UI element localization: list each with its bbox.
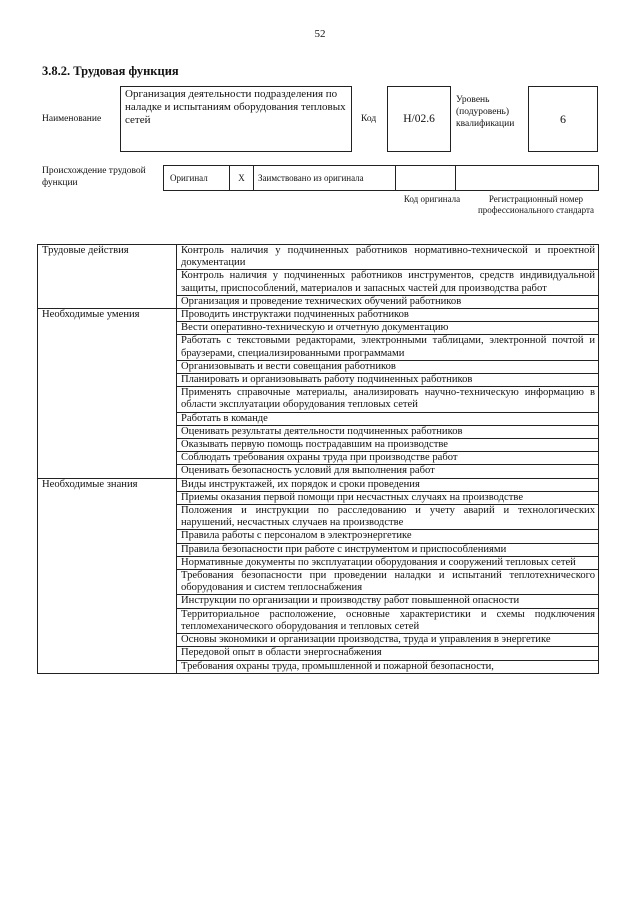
item-cell: Вести оперативно-техническую и отчетную документацию bbox=[177, 322, 599, 335]
function-name: Организация деятельности подразделения по наладке и испытаниям оборудования тепловых сетей bbox=[120, 86, 352, 152]
category-cell: Трудовые действия bbox=[38, 245, 177, 309]
origin-mark: X bbox=[230, 166, 254, 190]
item-cell: Организация и проведение технических обучений работников bbox=[177, 295, 599, 308]
category-cell: Необходимые знания bbox=[38, 478, 177, 673]
item-cell: Правила безопасности при работе с инструментом и приспособлениями bbox=[177, 543, 599, 556]
table-row bbox=[38, 245, 599, 270]
item-cell: Виды инструктажей, их порядок и сроки проведения bbox=[177, 478, 599, 491]
origin-code-cell bbox=[396, 166, 456, 190]
item-cell: Приемы оказания первой помощи при несчастных случаях на производстве bbox=[177, 491, 599, 504]
item-cell: Нормативные документы по эксплуатации оборудования и сооружений тепловых сетей bbox=[177, 556, 599, 569]
item-cell: Организовывать и вести совещания работников bbox=[177, 360, 599, 373]
item-cell: Работать с текстовыми редакторами, электронными таблицами, электронной почтой и браузерами, специализированными программами bbox=[177, 335, 599, 360]
code-label: Код bbox=[361, 114, 377, 124]
qualification-level: 6 bbox=[528, 86, 598, 152]
level-label: Уровень (подуровень) квалификации bbox=[456, 95, 515, 129]
function-code: Н/02.6 bbox=[387, 86, 451, 152]
item-cell: Передовой опыт в области энергоснабжения bbox=[177, 647, 599, 660]
code-original-label: Код оригинала bbox=[403, 194, 461, 204]
reg-number-label: Регистрационный номер профессионального стандарта bbox=[477, 194, 595, 215]
labor-function-table bbox=[37, 244, 599, 674]
item-cell: Оценивать результаты деятельности подчиненных работников bbox=[177, 425, 599, 438]
origin-row bbox=[163, 165, 599, 191]
origin-reg-cell bbox=[456, 166, 598, 190]
page-number: 52 bbox=[314, 28, 326, 40]
item-cell: Территориальное расположение, основные характеристики и схемы подключения тепломеханического оборудования и тепловых сетей bbox=[177, 608, 599, 633]
item-cell: Контроль наличия у подчиненных работников нормативно-технической и проектной документации bbox=[177, 245, 599, 270]
item-cell: Положения и инструкции по расследованию и учету аварий и технологических нарушений, несчастных случаев на производстве bbox=[177, 505, 599, 530]
item-cell: Соблюдать требования охраны труда при производстве работ bbox=[177, 452, 599, 465]
item-cell: Требования охраны труда, промышленной и пожарной безопасности, bbox=[177, 660, 599, 673]
origin-original: Оригинал bbox=[164, 166, 230, 190]
section-title: 3.8.2. Трудовая функция bbox=[42, 64, 179, 78]
item-cell: Планировать и организовывать работу подчиненных работников bbox=[177, 374, 599, 387]
name-label: Наименование bbox=[42, 114, 102, 124]
item-cell: Правила работы с персоналом в электроэнергетике bbox=[177, 530, 599, 543]
item-cell: Проводить инструктажи подчиненных работников bbox=[177, 309, 599, 322]
item-cell: Основы экономики и организации производства, труда и управления в энергетике bbox=[177, 634, 599, 647]
item-cell: Контроль наличия у подчиненных работников инструментов, средств индивидуальной защиты, приспособлений, материалов и запасных частей для производства работ bbox=[177, 270, 599, 295]
item-cell: Требования безопасности при проведении наладки и испытаний теплотехнического оборудования и систем теплоснабжения bbox=[177, 570, 599, 595]
item-cell: Инструкции по организации и производству работ повышенной опасности bbox=[177, 595, 599, 608]
table-row bbox=[38, 309, 599, 322]
item-cell: Работать в команде bbox=[177, 412, 599, 425]
item-cell: Оказывать первую помощь пострадавшим на производстве bbox=[177, 439, 599, 452]
origin-borrowed: Заимствовано из оригинала bbox=[254, 166, 396, 190]
item-cell: Применять справочные материалы, анализировать научно-техническую информацию в области эксплуатации оборудования тепловых сетей bbox=[177, 387, 599, 412]
category-cell: Необходимые умения bbox=[38, 309, 177, 479]
table-row bbox=[38, 478, 599, 491]
origin-label: Происхождение трудовой функции bbox=[42, 166, 146, 188]
item-cell: Оценивать безопасность условий для выполнения работ bbox=[177, 465, 599, 478]
